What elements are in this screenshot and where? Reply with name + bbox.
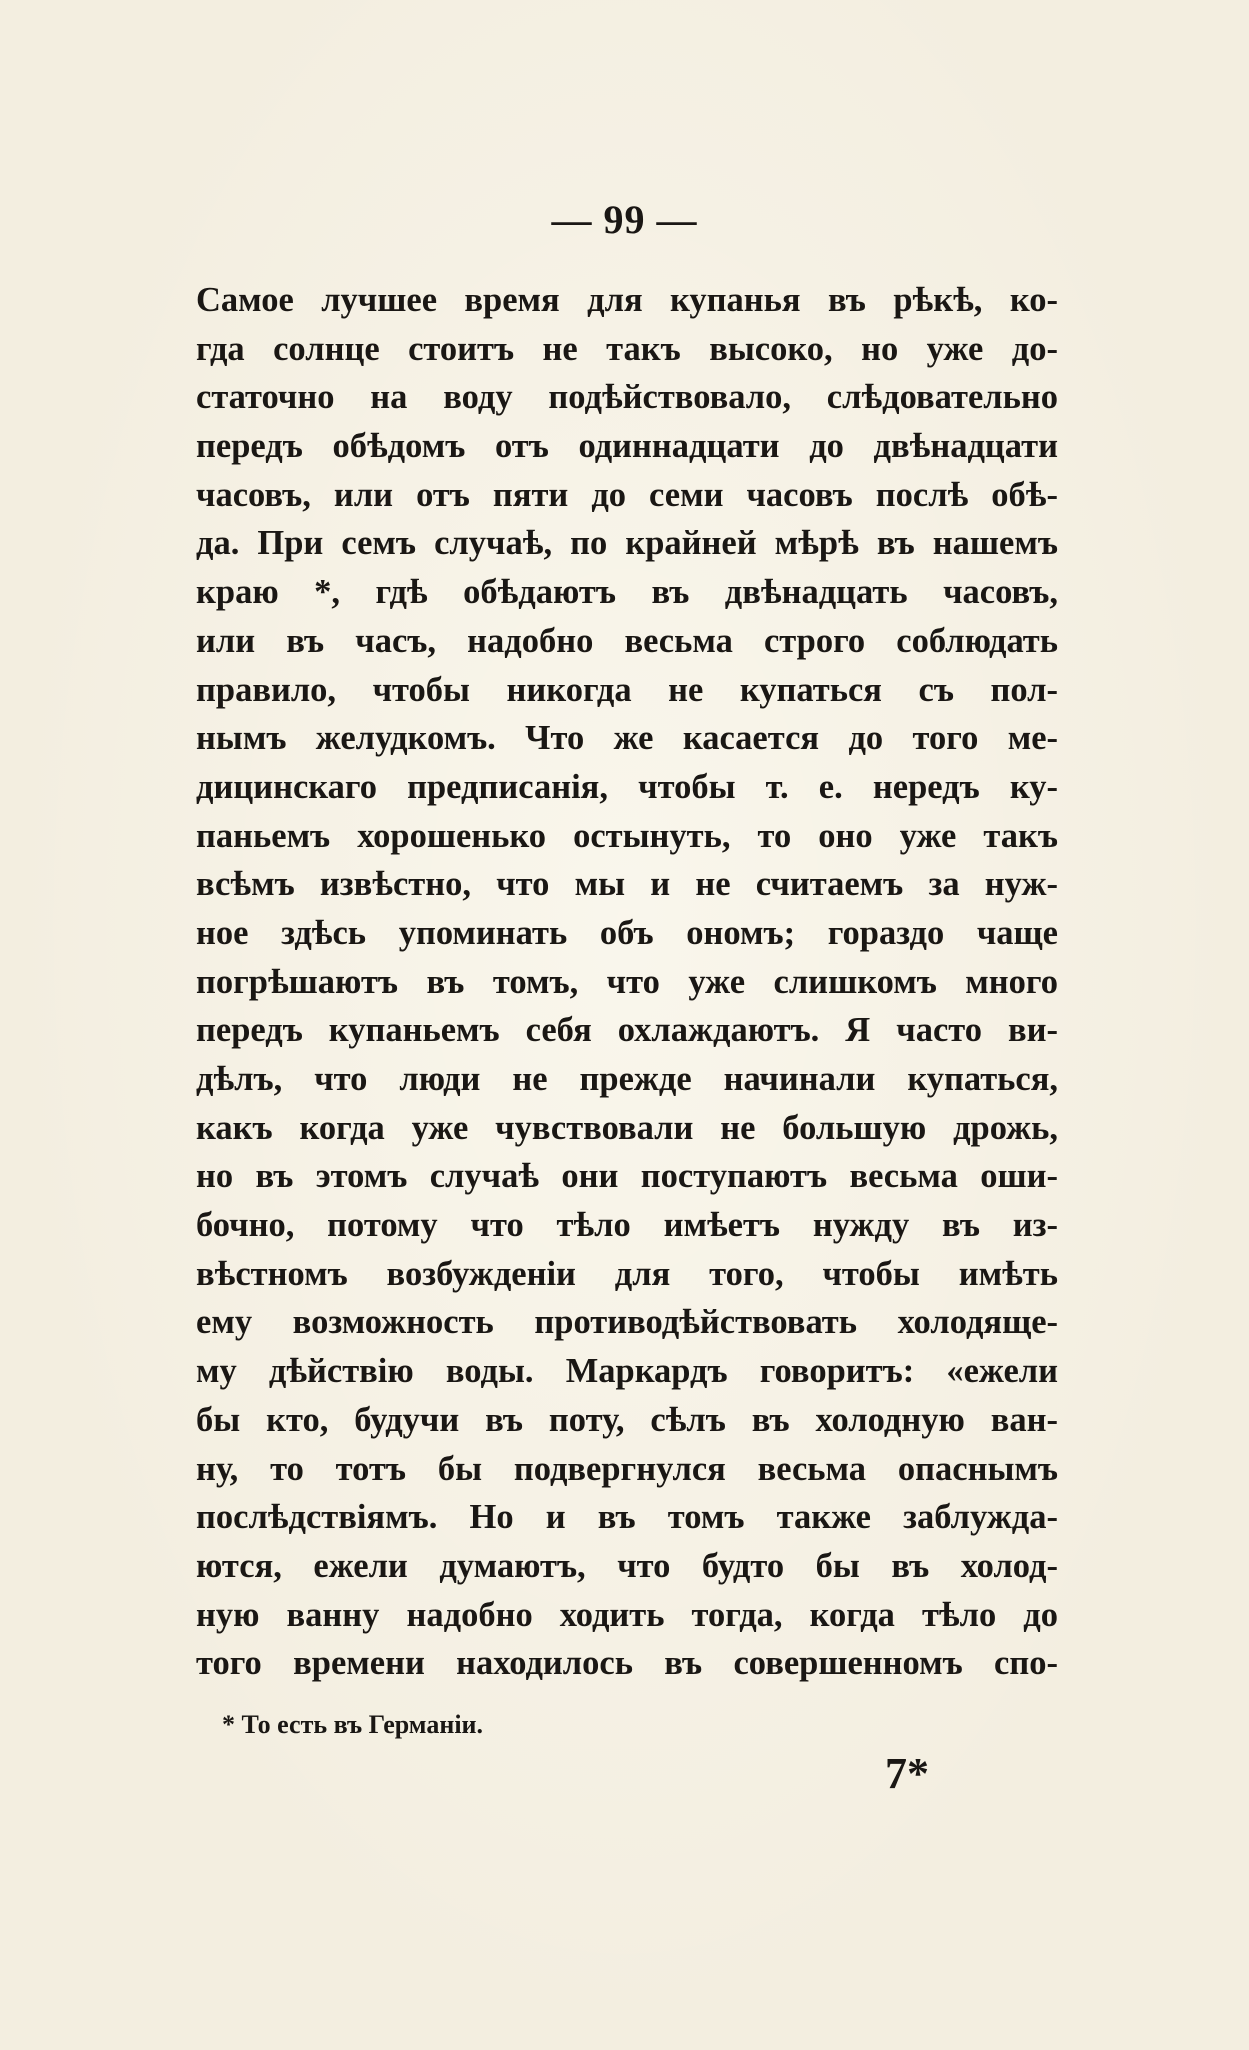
signature-mark: 7* [885,1749,929,1798]
text-line: какъ когда уже чувствовали не большую дрожь, [196,1108,1058,1147]
text-line: паньемъ хорошенько остынуть, то оно уже такъ [196,816,1058,855]
text-line: того времени находилось въ совершенномъ спо- [196,1644,1058,1683]
text-line: правило, чтобы никогда не купаться съ пол- [196,670,1058,709]
text-line: всѣмъ извѣстно, что мы и не считаемъ за нуж- [196,865,1058,904]
text-line: ное здѣсь упоминать объ ономъ; гораздо чаще [196,913,1058,952]
text-line: дицинскаго предписанія, чтобы т. е. нередъ ку- [196,767,1058,806]
text-line: Самое лучшее время для купанья въ рѣкѣ, ко- [196,281,1058,319]
page-number: — 99 — [551,197,698,242]
body-text [196,276,1058,1688]
text-line: погрѣшаютъ въ томъ, что уже слишкомъ много [196,962,1058,1001]
footnote: * То есть въ Германіи. [222,1710,484,1739]
text-line: бочно, потому что тѣло имѣетъ нужду въ из- [196,1206,1058,1245]
text-line: статочно на воду подѣйствовало, слѣдовательно [196,378,1058,417]
text-line: краю *, гдѣ обѣдаютъ въ двѣнадцать часовъ, [196,573,1058,612]
text-line: часовъ, или отъ пяти до семи часовъ послѣ обѣ- [196,475,1058,514]
text-line: или въ часъ, надобно весьма строго соблюдать [196,621,1058,660]
text-line: но въ этомъ случаѣ они поступаютъ весьма оши- [196,1157,1058,1196]
text-line: бы кто, будучи въ поту, сѣлъ въ холодную ван- [196,1400,1058,1439]
text-line: вѣстномъ возбужденіи для того, чтобы имѣть [196,1254,1058,1293]
text-line: передъ обѣдомъ отъ одиннадцати до двѣнадцати [196,427,1058,466]
text-line: ются, ежели думаютъ, что будто бы въ холод- [196,1546,1058,1585]
text-line: му дѣйствію воды. Маркардъ говоритъ: «ежели [196,1352,1058,1391]
text-line: дѣлъ, что люди не прежде начинали купаться, [196,1060,1058,1098]
text-line: ную ванну надобно ходить тогда, когда тѣло до [196,1595,1058,1634]
text-line: нымъ желудкомъ. Что же касается до того ме- [196,719,1058,758]
text-line: гда солнце стоитъ не такъ высоко, но уже до- [196,329,1058,368]
text-line: ему возможность противодѣйствовать холодяще- [196,1303,1058,1342]
text-line: послѣдствіямъ. Но и въ томъ также заблужда- [196,1498,1058,1537]
text-line: передъ купаньемъ себя охлаждаютъ. Я часто ви- [196,1011,1058,1050]
text-line: да. При семъ случаѣ, по крайней мѣрѣ въ нашемъ [196,524,1058,563]
text-line: ну, то тотъ бы подвергнулся весьма опаснымъ [196,1449,1058,1488]
